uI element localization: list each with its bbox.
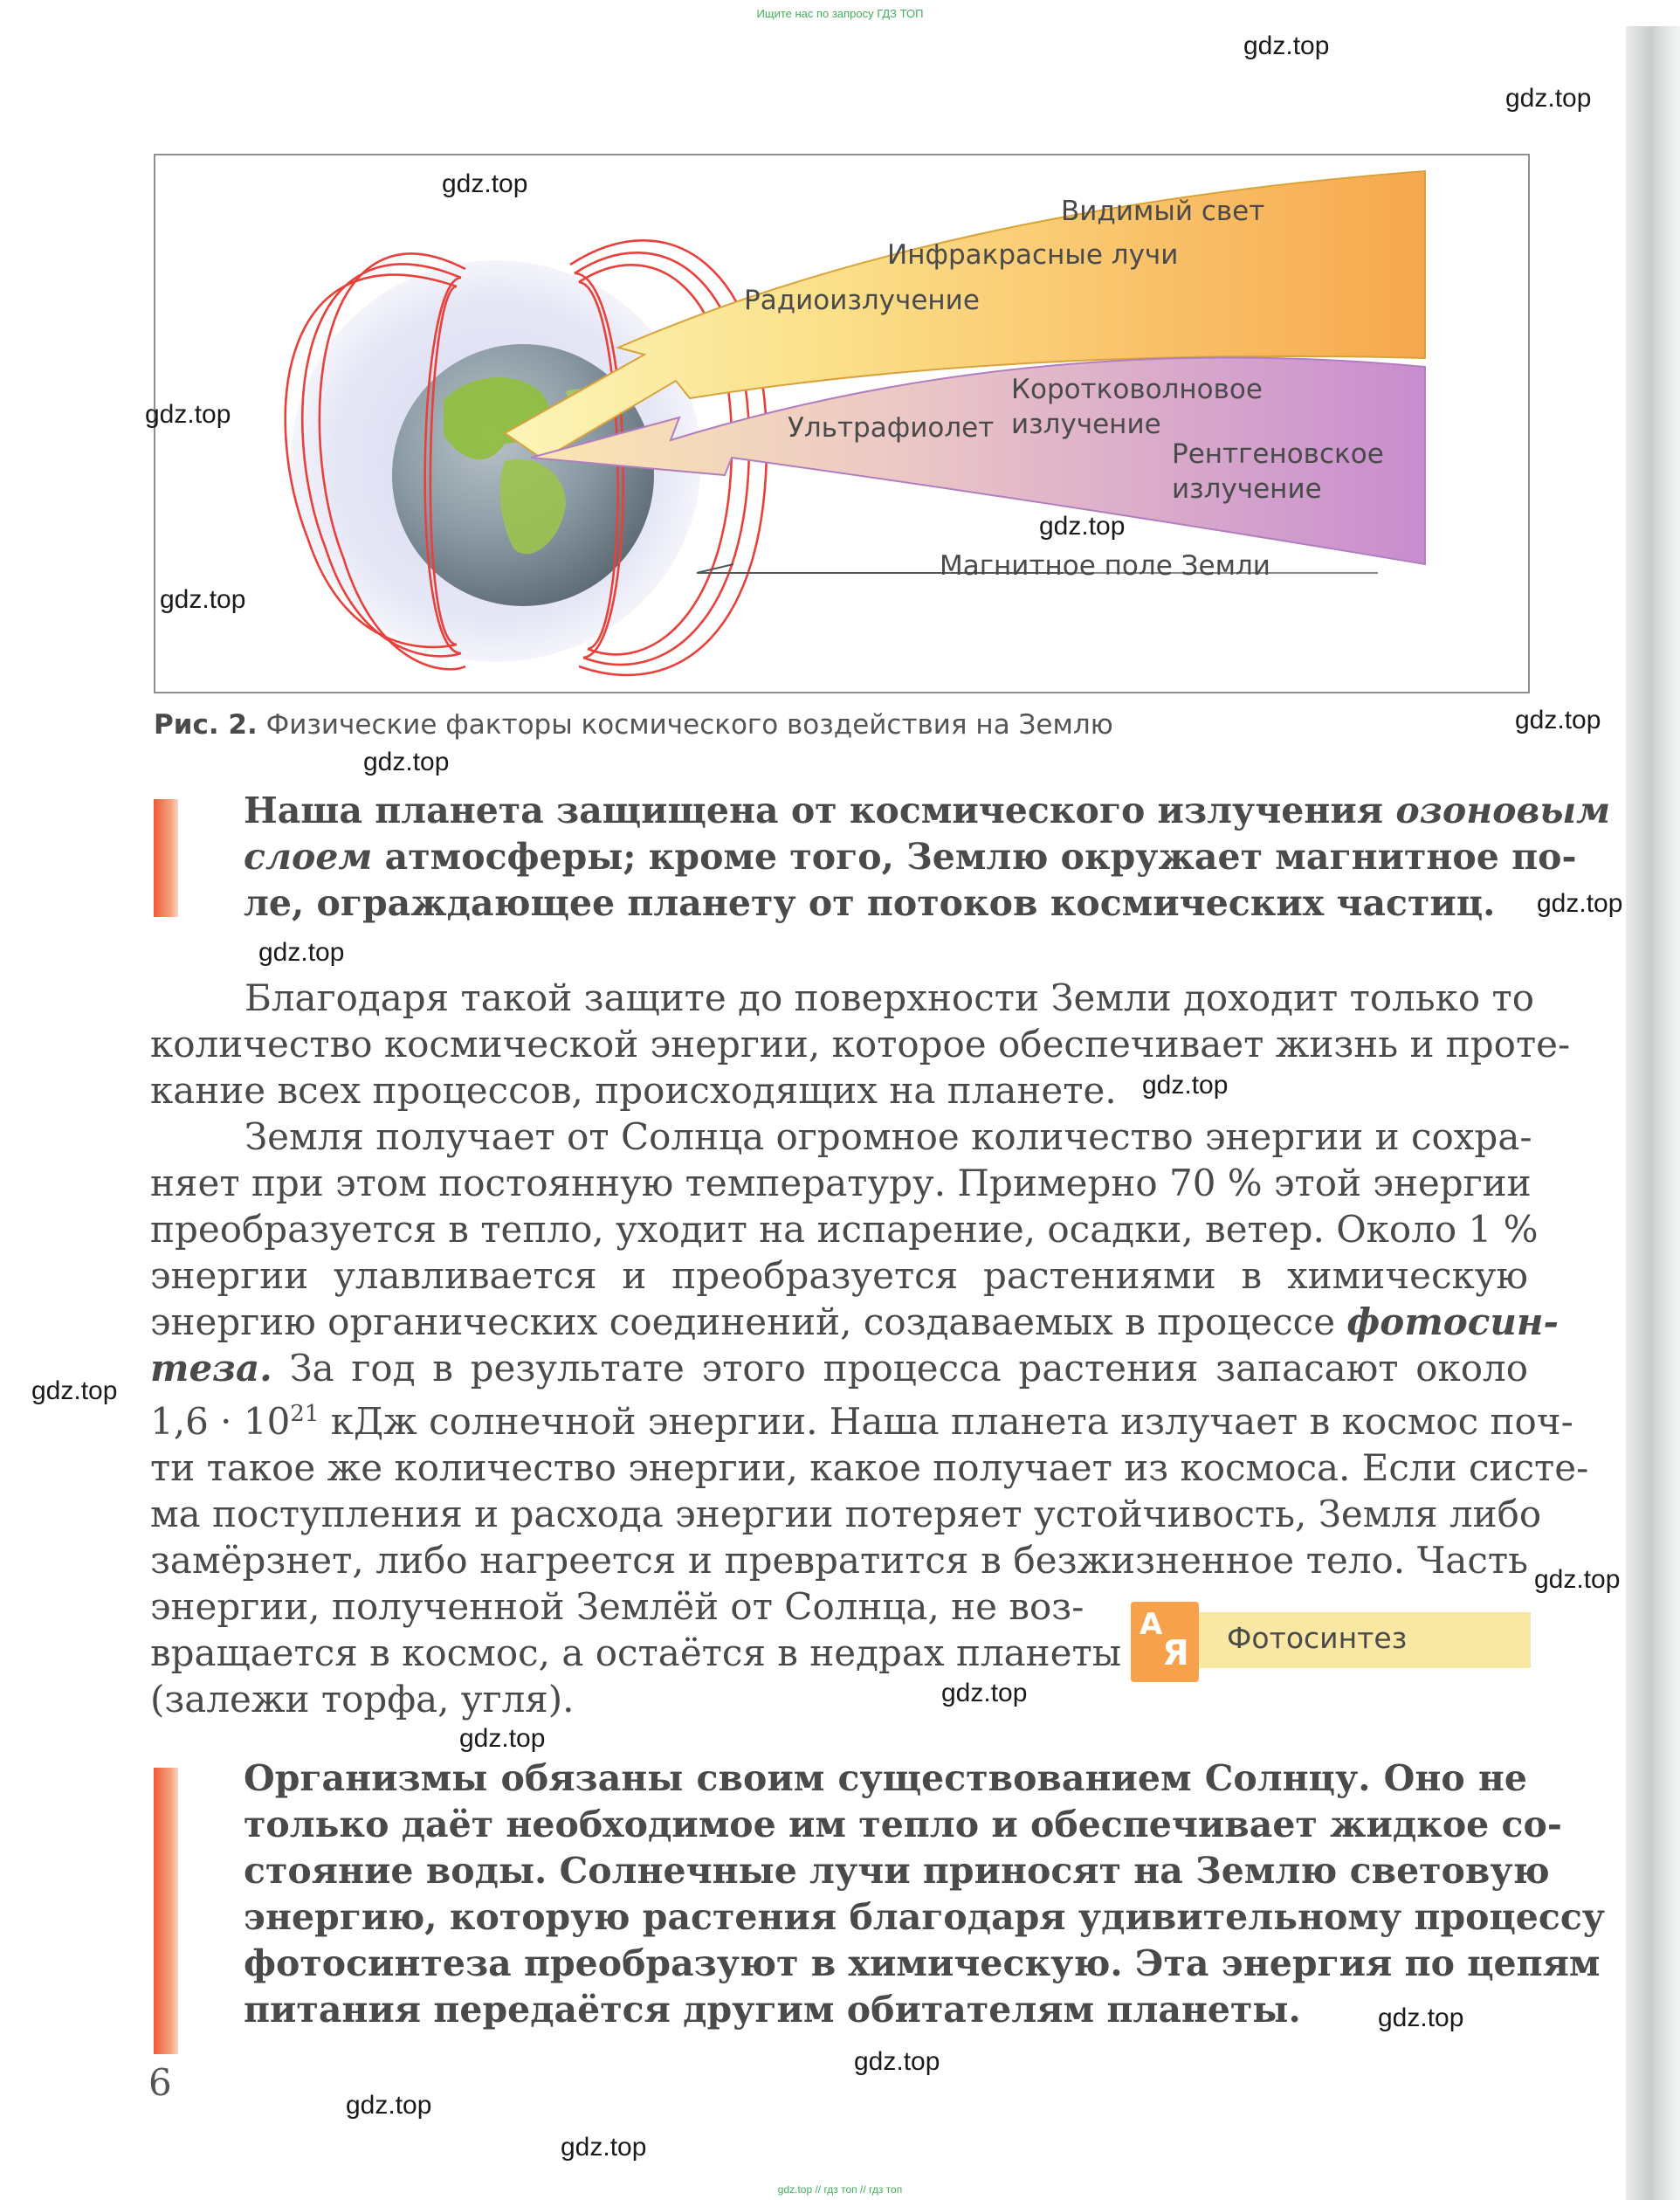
figure-cosmic-factors (154, 154, 1530, 693)
watermark: gdz.top (160, 585, 246, 614)
term-photosynthesis: фотосин- (1346, 1300, 1559, 1343)
label-magnetic-field: Магнитное поле Земли (940, 550, 1270, 582)
text: ма поступления и расхода энергии потеряет устойчивость, Земля либо (150, 1493, 1542, 1535)
highlight-bar (154, 799, 178, 917)
watermark: gdz.top (1515, 706, 1601, 734)
watermark: gdz.top (1534, 1565, 1621, 1594)
label-visible-light: Видимый свет (1061, 196, 1265, 227)
watermark: gdz.top (363, 748, 450, 776)
text: Организмы обязаны своим существованием Солнцу. Оно не (244, 1757, 1527, 1799)
text: замёрзнет, либо нагреется и превратится в безжизненное тело. Часть (150, 1539, 1528, 1582)
text: 1,6 · 10 (150, 1400, 291, 1443)
figure-caption (154, 709, 1113, 741)
text: энергию органических соединений, создаваемых в процессе (150, 1300, 1347, 1343)
label-shortwave-2: излучение (1011, 409, 1161, 440)
text: энергии улавливается и преобразуется растениями в химическую (150, 1254, 1528, 1297)
book-spine-shadow (1626, 26, 1680, 2200)
label-radio: Радиоизлучение (744, 285, 980, 316)
watermark: gdz.top (1142, 1071, 1229, 1100)
watermark: gdz.top (854, 2047, 940, 2076)
paragraph-1 (150, 975, 1571, 1114)
watermark: gdz.top (31, 1376, 118, 1405)
glossary-term: Фотосинтез (1227, 1621, 1408, 1655)
label-xray-2: излучение (1172, 473, 1322, 505)
text: Земля получает от Солнца огромное количество энергии и сохра- (244, 1115, 1532, 1158)
text: фотосинтеза преобразуют в химическую. Эта энергия по цепям (244, 1942, 1601, 1984)
text: стояние воды. Солнечные лучи приносят на Землю световую (244, 1850, 1550, 1892)
text: Наша планета защищена от космического излучения (244, 790, 1396, 831)
watermark: gdz.top (1039, 512, 1126, 541)
label-ultraviolet: Ультрафиолет (788, 412, 995, 444)
key-statement-2 (244, 1755, 1606, 2033)
icon-letter-a: А (1140, 1607, 1163, 1642)
watermark: gdz.top (346, 2091, 432, 2120)
text: ле, ограждающее планету от потоков космических частиц. (244, 882, 1496, 924)
exponent: 21 (290, 1401, 320, 1427)
page-number: 6 (148, 2061, 172, 2104)
watermark: gdz.top (1505, 84, 1592, 113)
text: ти такое же количество энергии, какое получает из космоса. Если систе- (150, 1446, 1589, 1489)
text: Благодаря такой защите до поверхности Земли доходит только то (244, 976, 1535, 1019)
caption-text: Физические факторы космического воздействия на Землю (257, 709, 1113, 741)
bottom-note: gdz.top // гдз топ // гдз топ (777, 2183, 903, 2196)
text: вращается в космос, а остаётся в недрах планеты (150, 1631, 1122, 1674)
text: няет при этом постоянную температуру. Примерно 70 % этой энергии (150, 1162, 1532, 1204)
watermark: gdz.top (145, 400, 231, 429)
text: кание всех процессов, происходящих на планете. (150, 1069, 1117, 1112)
highlight-bar (154, 1768, 178, 2054)
watermark: gdz.top (561, 2133, 647, 2162)
term-ozone: озоновым (1395, 790, 1611, 831)
watermark: gdz.top (1378, 2003, 1464, 2032)
watermark: gdz.top (258, 938, 345, 967)
text: атмосферы; кроме того, Землю окружает магнитное по- (372, 836, 1577, 878)
watermark: gdz.top (459, 1724, 546, 1753)
dictionary-icon (1131, 1602, 1199, 1682)
text: преобразуется в тепло, уходит на испарение, осадки, ветер. Около 1 % (150, 1208, 1539, 1251)
text: энергии, полученной Землёй от Солнца, не воз- (150, 1585, 1084, 1628)
label-xray-1: Рентгеновское (1172, 438, 1384, 470)
text: энергию, которую растения благодаря удивительному процессу (244, 1896, 1606, 1938)
text: За год в результате этого процесса растения запасают около (272, 1347, 1528, 1390)
text: количество космической энергии, которое обеспечивает жизнь и проте- (150, 1023, 1571, 1066)
icon-letter-ya: Я (1162, 1633, 1189, 1673)
caption-prefix: Рис. 2. (154, 709, 258, 741)
watermark: gdz.top (442, 169, 528, 198)
glossary-tag-photosynthesis[interactable] (1131, 1602, 1531, 1686)
top-search-note: Ищите нас по запросу ГДЗ ТОП (756, 7, 924, 20)
watermark: gdz.top (941, 1679, 1028, 1707)
label-infrared: Инфракрасные лучи (887, 239, 1179, 271)
term-photosynthesis: теза. (150, 1347, 272, 1390)
text: питания передаётся другим обитателям планеты. (244, 1989, 1301, 2031)
term-layer: слоем (244, 836, 373, 878)
text: кДж солнечной энергии. Наша планета излучает в космос поч- (319, 1400, 1573, 1443)
text: (залежи торфа, угля). (150, 1678, 575, 1721)
text: только даёт необходимое им тепло и обеспечивает жидкое со- (244, 1803, 1562, 1845)
label-shortwave-1: Коротковолновое (1011, 374, 1263, 405)
watermark: gdz.top (1243, 31, 1330, 60)
watermark: gdz.top (1537, 889, 1623, 918)
